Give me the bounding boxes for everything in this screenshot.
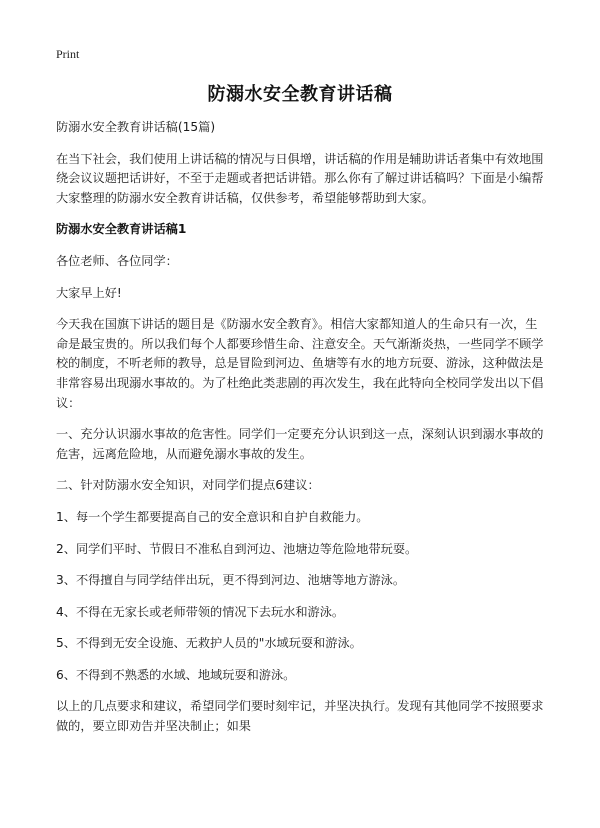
section-heading: 防溺水安全教育讲话稿1 xyxy=(56,222,187,237)
intro-paragraph: 在当下社会，我们使用上讲话稿的情况与日俱增，讲话稿的作用是辅助讲话者集中有效地围绕会议议题把话讲好，不至于走题或者把话讲错。那么你有了解过讲话稿吗？下面是小编帮大家整理的防溺水安全教育讲话稿，仅供参考，希望能够帮助到大家。 xyxy=(56,151,544,205)
list-item: 3、不得擅自与同学结伴出玩，更不得到河边、池塘等地方游泳。 xyxy=(56,573,406,588)
list-item: 6、不得到不熟悉的水域、地域玩耍和游泳。 xyxy=(56,667,296,682)
list-item: 4、不得在无家长或老师带领的情况下去玩水和游泳。 xyxy=(56,604,345,619)
body-paragraph: 二、针对防溺水安全知识，对同学们提点6建议： xyxy=(56,478,320,493)
body-paragraph: 今天我在国旗下讲话的题目是《防溺水安全教育》。相信大家都知道人的生命只有一次，生命是最宝贵的。所以我们每个人都要珍惜生命、注意安全。天气渐渐炎热，一些同学不顾学校的制度，不听老师的教导，总是冒险到河边、鱼塘等有水的地方玩耍、游泳，这种做法是非常容易出现溺水事故的。为了杜绝此类悲剧的再次发生，我在此特向全校同学发出以下倡议： xyxy=(56,317,544,410)
body-paragraph: 以上的几点要求和建议，希望同学们要时刻牢记，并坚决执行。发现有其他同学不按照要求做的，要立即劝告并坚决制止；如果 xyxy=(56,699,544,734)
body-paragraph: 一、充分认识溺水事故的危害性。同学们一定要充分认识到这一点，深刻认识到溺水事故的危害，远离危险地，从而避免溺水事故的发生。 xyxy=(56,427,544,461)
list-item: 5、不得到无安全设施、无救护人员的"水域玩耍和游泳。 xyxy=(56,636,362,651)
morning-line: 大家早上好! xyxy=(56,285,122,300)
article-subtitle: 防溺水安全教育讲话稿(15篇) xyxy=(56,120,216,134)
greeting-line: 各位老师、各位同学： xyxy=(56,253,178,268)
print-link[interactable]: Print xyxy=(56,47,80,61)
list-item: 1、每一个学生都要提高自己的安全意识和自护自救能力。 xyxy=(56,509,369,524)
article-body xyxy=(56,118,548,749)
page-title: 防溺水安全教育讲话稿 xyxy=(207,84,393,105)
list-item: 2、同学们平时、节假日不准私自到河边、池塘边等危险地带玩耍。 xyxy=(56,541,418,556)
